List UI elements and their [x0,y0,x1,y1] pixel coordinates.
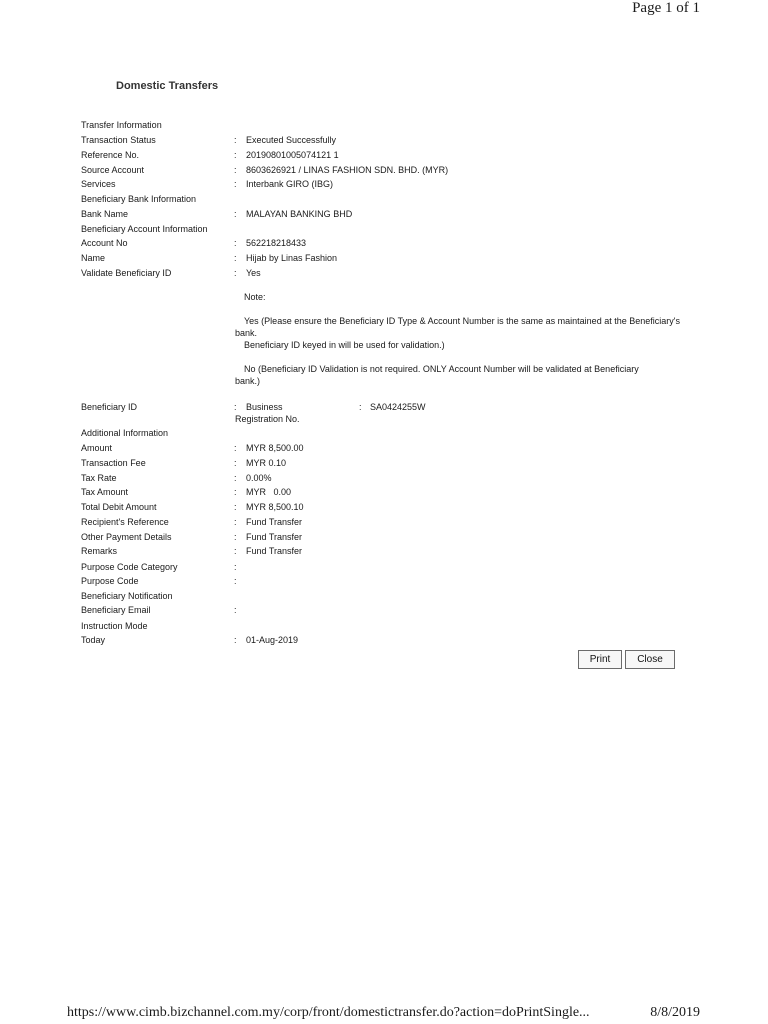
value-name: Hijab by Linas Fashion [246,253,338,263]
colon: : [234,402,237,412]
section-additional-information: Additional Information [81,428,169,438]
value-beneficiary-id: SA0424255W [370,402,426,412]
colon: : [234,546,237,556]
colon: : [234,502,237,512]
section-beneficiary-bank-information: Beneficiary Bank Information [81,194,197,204]
label-source-account: Source Account [81,165,145,175]
value-source-account: 8603626921 / LINAS FASHION SDN. BHD. (MYR) [246,165,449,175]
value-total-debit-amount: MYR 8,500.10 [246,502,304,512]
label-reference-no: Reference No. [81,150,140,160]
label-recipients-reference: Recipient's Reference [81,517,169,527]
value-recipients-reference: Fund Transfer [246,517,303,527]
value-tax-amount: MYR 0.00 [246,487,292,497]
value-other-payment-details: Fund Transfer [246,532,303,542]
value-transaction-status: Executed Successfully [246,135,337,145]
label-name: Name [81,253,106,263]
label-amount: Amount [81,443,113,453]
section-beneficiary-account-information: Beneficiary Account Information [81,224,208,234]
value-transaction-fee: MYR 0.10 [246,458,287,468]
label-bank-name: Bank Name [81,209,129,219]
label-other-payment-details: Other Payment Details [81,532,172,542]
colon: : [234,635,237,645]
label-tax-rate: Tax Rate [81,473,117,483]
value-tax-rate: 0.00% [246,473,272,483]
label-remarks: Remarks [81,546,118,556]
section-instruction-mode: Instruction Mode [81,621,148,631]
colon: : [234,268,237,278]
colon: : [234,253,237,263]
label-beneficiary-email: Beneficiary Email [81,605,151,615]
colon: : [234,576,237,586]
colon: : [234,179,237,189]
page-number: Page 1 of 1 [632,0,700,16]
note-yes-text-2: Beneficiary ID keyed in will be used for validation.) [244,340,445,350]
page-title: Domestic Transfers [116,80,219,92]
beneficiary-id-type: Business [246,402,283,412]
note-heading: Note: [244,292,266,302]
colon: : [234,165,237,175]
print-button[interactable]: Print [578,650,622,669]
label-validate-beneficiary-id: Validate Beneficiary ID [81,268,172,278]
beneficiary-id-type-line2: Registration No. [235,414,300,424]
colon: : [234,150,237,160]
close-button[interactable]: Close [625,650,675,669]
colon: : [234,238,237,248]
footer-date: 8/8/2019 [650,1005,700,1020]
colon: : [359,402,362,412]
label-beneficiary-id: Beneficiary ID [81,402,138,412]
note-no-text: No (Beneficiary ID Validation is not required. ONLY Account Number will be validated at Beneficiary bank.) [235,364,639,386]
note-yes-text: Yes (Please ensure the Beneficiary ID Type & Account Number is the same as maintained at the Beneficiary's bank. [235,316,680,338]
section-transfer-information: Transfer Information [81,120,162,130]
colon: : [234,458,237,468]
colon: : [234,532,237,542]
colon: : [234,605,237,615]
value-bank-name: MALAYAN BANKING BHD [246,209,353,219]
colon: : [234,473,237,483]
label-purpose-code-category: Purpose Code Category [81,562,178,572]
colon: : [234,135,237,145]
colon: : [234,209,237,219]
label-transaction-fee: Transaction Fee [81,458,146,468]
colon: : [234,562,237,572]
label-transaction-status: Transaction Status [81,135,156,145]
colon: : [234,517,237,527]
section-beneficiary-notification: Beneficiary Notification [81,591,173,601]
footer-url: https://www.cimb.bizchannel.com.my/corp/front/domestictransfer.do?action=doPrintSingle... [67,1005,590,1020]
label-today: Today [81,635,106,645]
label-purpose-code: Purpose Code [81,576,139,586]
value-amount: MYR 8,500.00 [246,443,304,453]
value-remarks: Fund Transfer [246,546,303,556]
value-account-no: 562218218433 [246,238,307,248]
value-today: 01-Aug-2019 [246,635,299,645]
label-total-debit-amount: Total Debit Amount [81,502,157,512]
validation-note [235,291,685,387]
value-services: Interbank GIRO (IBG) [246,179,334,189]
label-tax-amount: Tax Amount [81,487,129,497]
colon: : [234,487,237,497]
label-services: Services [81,179,116,189]
value-reference-no: 20190801005074121 1 [246,150,339,160]
label-account-no: Account No [81,238,128,248]
value-validate-beneficiary-id: Yes [246,268,261,278]
colon: : [234,443,237,453]
